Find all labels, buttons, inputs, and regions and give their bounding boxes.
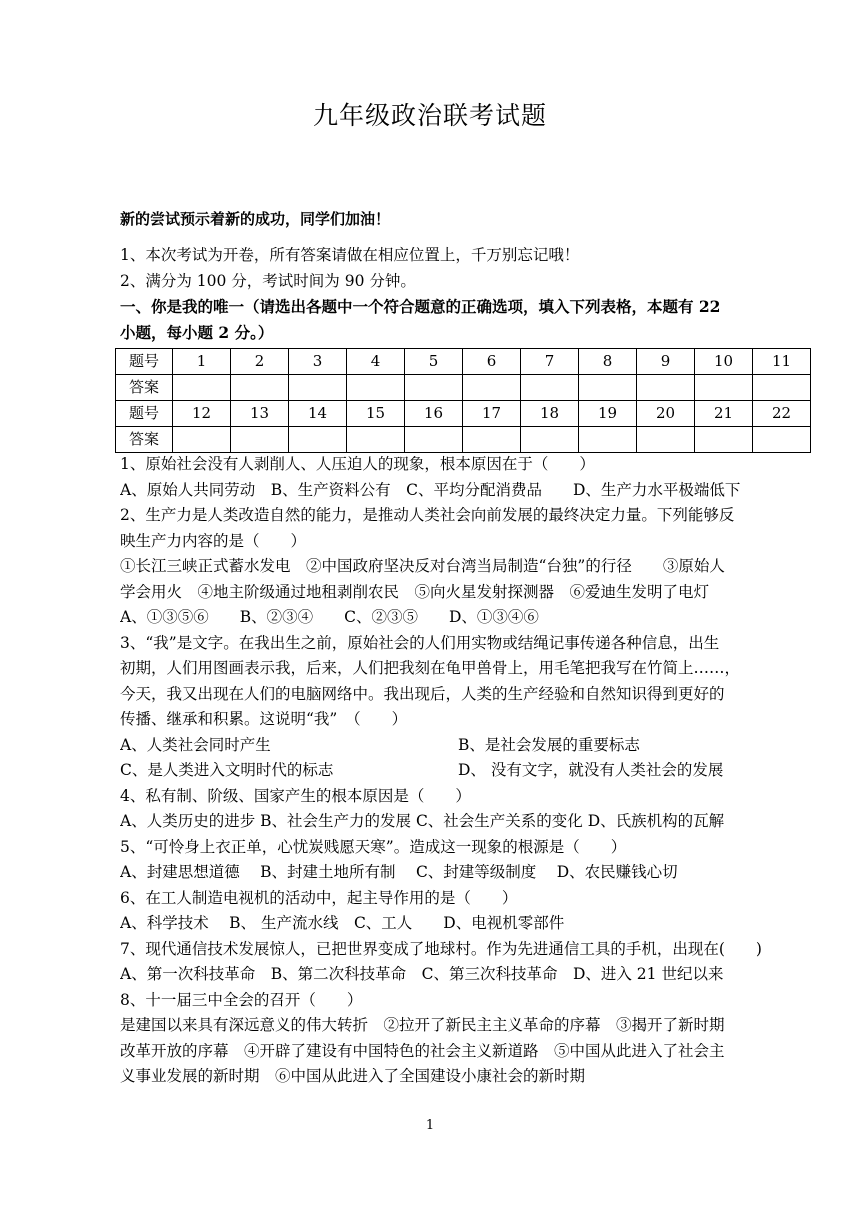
answer-cell[interactable] <box>289 375 347 401</box>
question-number: 3 <box>289 349 347 375</box>
number-label: 题号 <box>116 401 173 427</box>
answer-cell[interactable] <box>579 427 637 453</box>
answer-cell[interactable] <box>173 375 231 401</box>
instructions <box>120 243 810 345</box>
question-number: 10 <box>695 349 753 375</box>
section-heading: 小题，每小题 2 分。） <box>120 322 274 342</box>
answer-cell[interactable] <box>289 427 347 453</box>
answer-cell[interactable] <box>637 427 695 453</box>
question-3-stem: 今天，我又出现在人们的电脑网络中。我出现后，人类的生产经验和自然知识得到更好的 <box>120 684 725 703</box>
question-number: 22 <box>753 401 811 427</box>
answer-cell[interactable] <box>579 375 637 401</box>
question-number: 17 <box>463 401 521 427</box>
question-number: 7 <box>521 349 579 375</box>
answer-cell[interactable] <box>521 427 579 453</box>
option-d: D、 没有文字，就没有人类社会的发展 <box>458 761 724 779</box>
question-number: 14 <box>289 401 347 427</box>
table-row <box>116 401 811 427</box>
answer-cell[interactable] <box>753 375 811 401</box>
question-number: 8 <box>579 349 637 375</box>
question-8-items: 义事业发展的新时期 ⑥中国从此进入了全国建设小康社会的新时期 <box>120 1067 586 1085</box>
answer-cell[interactable] <box>347 427 405 453</box>
question-number: 4 <box>347 349 405 375</box>
answer-cell[interactable] <box>695 375 753 401</box>
question-number: 21 <box>695 401 753 427</box>
question-number: 1 <box>173 349 231 375</box>
motto-text: 新的尝试预示着新的成功，同学们加油！ <box>120 210 391 228</box>
question-5-options: A、封建思想道德 B、封建土地所有制 C、封建等级制度 D、农民赚钱心切 <box>120 863 678 881</box>
question-1-stem: 1、原始社会没有人剥削人、人压迫人的现象，根本原因在于（ ） <box>120 455 595 473</box>
table-row <box>116 349 811 375</box>
question-number: 2 <box>231 349 289 375</box>
answer-cell[interactable] <box>231 375 289 401</box>
instruction-line: 1、本次考试为开卷，所有答案请做在相应位置上，千万别忘记哦！ <box>120 246 580 264</box>
question-number: 11 <box>753 349 811 375</box>
question-number: 13 <box>231 401 289 427</box>
question-7-stem: 7、现代通信技术发展惊人，已把世界变成了地球村。作为先进通信工具的手机，出现在( ) <box>120 939 762 958</box>
number-label: 题号 <box>116 349 173 375</box>
question-8-stem: 8、十一届三中全会的召开（ ） <box>120 990 363 1009</box>
question-5-stem: 5、“可怜身上衣正单，心忧炭贱愿天寒”。造成这一现象的根源是（ ） <box>120 837 627 856</box>
answer-label: 答案 <box>116 375 173 401</box>
option-a: A、人类社会同时产生 <box>120 735 271 754</box>
option-b: B、是社会发展的重要标志 <box>458 735 640 754</box>
question-2-stem: 2、生产力是人类改造自然的能力，是推动人类社会向前发展的最终决定力量。下列能够反 <box>120 506 735 524</box>
instruction-line: 2、满分为 100 分，考试时间为 90 分钟。 <box>120 271 416 290</box>
question-2-options: A、①③⑤⑥ B、②③④ C、②③⑤ D、①③④⑥ <box>120 608 539 626</box>
question-2-items: 学会用火 ④地主阶级通过地租剥削农民 ⑤向火星发射探测器 ⑥爱迪生发明了电灯 <box>120 582 710 601</box>
answer-cell[interactable] <box>405 427 463 453</box>
answer-cell[interactable] <box>695 427 753 453</box>
question-7-options: A、第一次科技革命 B、第二次科技革命 C、第三次科技革命 D、进入 21 世纪以来 <box>120 965 724 983</box>
question-6-stem: 6、在工人制造电视机的活动中，起主导作用的是（ ） <box>120 888 518 907</box>
section-heading: 一、你是我的唯一（请选出各题中一个符合题意的正确选项，填入下列表格，本题有 22 <box>120 297 721 316</box>
question-number: 9 <box>637 349 695 375</box>
question-3-stem: 传播、继承和积累。这说明“我” （ ） <box>120 710 408 728</box>
question-number: 5 <box>405 349 463 375</box>
answer-label: 答案 <box>116 427 173 453</box>
answer-cell[interactable] <box>753 427 811 453</box>
question-3-options-row <box>120 733 810 759</box>
question-number: 12 <box>173 401 231 427</box>
exam-title: 九年级政治联考试题 <box>312 101 547 130</box>
question-1-options: A、原始人共同劳动 B、生产资料公有 C、平均分配消费品 D、生产力水平极端低下 <box>120 480 741 499</box>
question-number: 15 <box>347 401 405 427</box>
question-3-stem: 3、“我”是文字。在我出生之前，原始社会的人们用实物或结绳记事传递各种信息，出生 <box>120 633 720 652</box>
table-row <box>116 427 811 453</box>
question-6-options: A、科学技术 B、 生产流水线 C、工人 D、电视机零部件 <box>120 914 565 932</box>
question-number: 18 <box>521 401 579 427</box>
answer-cell[interactable] <box>173 427 231 453</box>
question-3-stem: 初期，人们用图画表示我，后来，人们把我刻在龟甲兽骨上，用毛笔把我写在竹简上……， <box>120 659 741 677</box>
answer-cell[interactable] <box>347 375 405 401</box>
question-2-stem: 映生产力内容的是（ ） <box>120 531 307 550</box>
question-4-options: A、人类历史的进步 B、社会生产力的发展 C、社会生产关系的变化 D、氏族机构的瓦解 <box>120 812 725 830</box>
answer-table <box>115 348 811 453</box>
question-2-items: ①长江三峡正式蓄水发电 ②中国政府坚决反对台湾当局制造“台独”的行径 ③原始人 <box>120 557 725 575</box>
answer-cell[interactable] <box>637 375 695 401</box>
question-number: 6 <box>463 349 521 375</box>
question-number: 20 <box>637 401 695 427</box>
answer-cell[interactable] <box>405 375 463 401</box>
answer-cell[interactable] <box>231 427 289 453</box>
answer-cell[interactable] <box>521 375 579 401</box>
question-4-stem: 4、私有制、阶级、国家产生的根本原因是（ ） <box>120 786 471 805</box>
question-8-items: 是建国以来具有深远意义的伟大转折 ②拉开了新民主主义革命的序幕 ③揭开了新时期 <box>120 1016 725 1034</box>
table-row <box>116 375 811 401</box>
question-3-options-row <box>120 758 810 784</box>
page-number: 1 <box>425 1118 435 1133</box>
question-8-items: 改革开放的序幕 ④开辟了建设有中国特色的社会主义新道路 ⑤中国从此进入了社会主 <box>120 1041 725 1060</box>
option-c: C、是人类进入文明时代的标志 <box>120 761 334 779</box>
question-number: 19 <box>579 401 637 427</box>
answer-cell[interactable] <box>463 427 521 453</box>
questions <box>120 452 810 1090</box>
question-number: 16 <box>405 401 463 427</box>
answer-cell[interactable] <box>463 375 521 401</box>
